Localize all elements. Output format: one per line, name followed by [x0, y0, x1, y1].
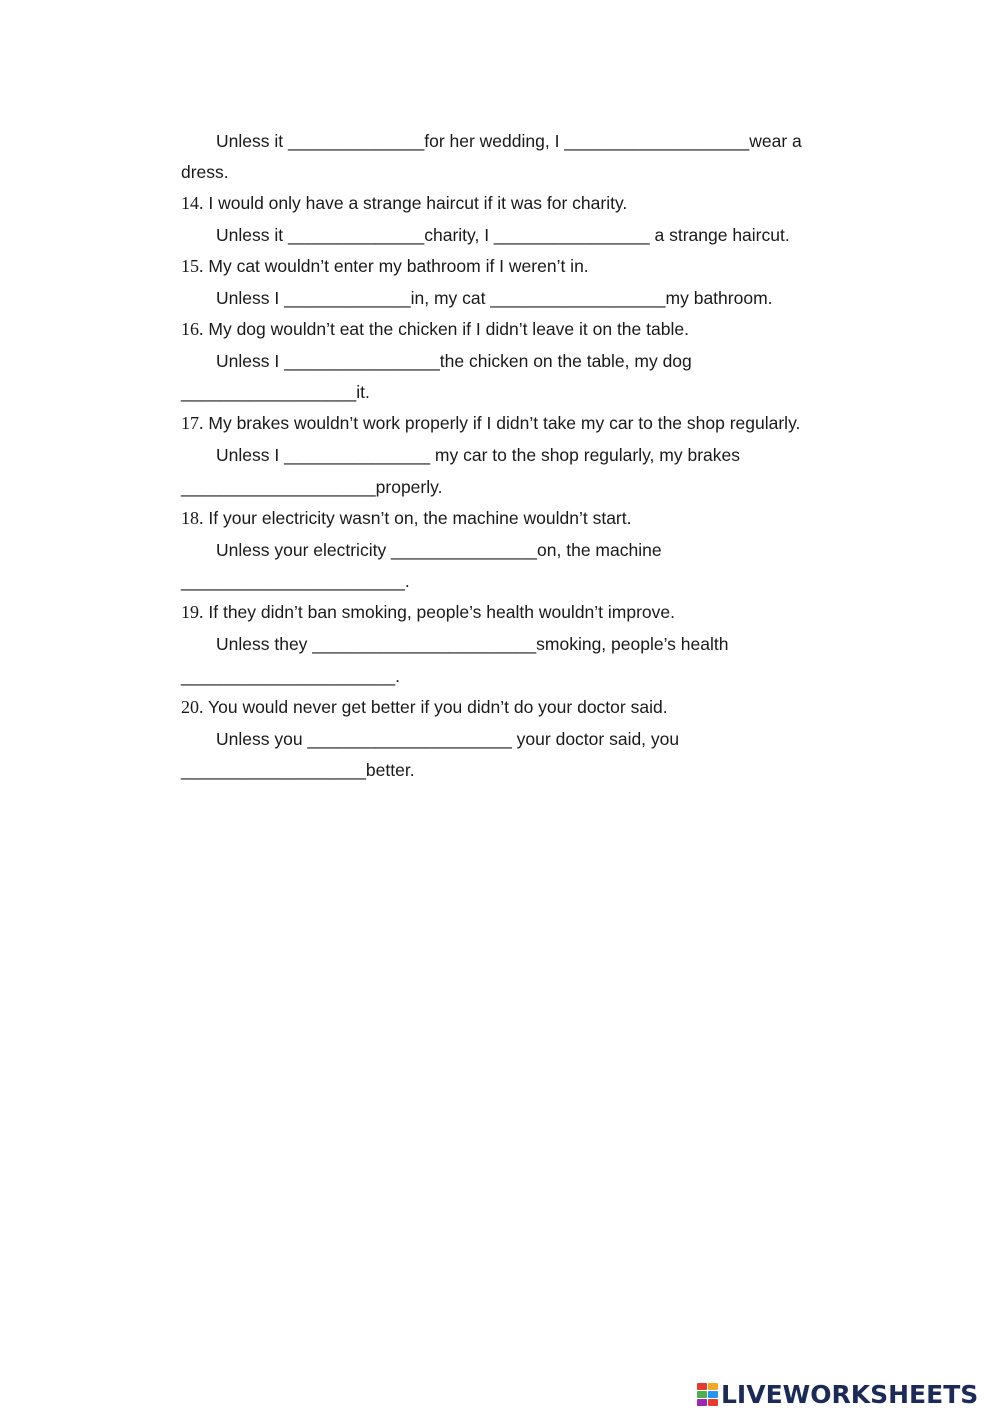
question-17	[181, 412, 800, 434]
question-18	[181, 507, 631, 529]
question-text: If they didn’t ban smoking, people’s health wouldn’t improve.	[208, 602, 675, 622]
logo-block	[697, 1399, 707, 1406]
question-text: My brakes wouldn’t work properly if I didn’t take my car to the shop regularly.	[208, 413, 801, 433]
logo-block	[708, 1399, 718, 1406]
question-text: My dog wouldn’t eat the chicken if I didn’t leave it on the table.	[208, 319, 689, 339]
question-number: 14.	[181, 193, 204, 213]
answer-line-15: Unless I _____________in, my cat __________________my bathroom.	[216, 288, 773, 308]
question-number: 20.	[181, 697, 204, 717]
answer-line-14: Unless it ______________charity, I ________________ a strange haircut.	[216, 225, 790, 245]
answer-line-20-cont: ___________________better.	[181, 760, 415, 780]
question-text: If your electricity wasn’t on, the machine wouldn’t start.	[208, 508, 632, 528]
logo-block	[697, 1383, 707, 1390]
question-20	[181, 696, 668, 718]
answer-line-19-cont: ______________________.	[181, 666, 400, 686]
question-number: 16.	[181, 319, 204, 339]
logo-blocks-icon	[697, 1383, 719, 1407]
logo-block	[697, 1391, 707, 1398]
question-text: I would only have a strange haircut if it was for charity.	[208, 193, 628, 213]
question-number: 15.	[181, 256, 204, 276]
logo-block	[708, 1391, 718, 1398]
answer-line-20: Unless you _____________________ your doctor said, you	[216, 729, 680, 749]
answer-line-17-cont: ____________________properly.	[181, 477, 443, 497]
answer-line-17: Unless I _______________ my car to the shop regularly, my brakes	[216, 445, 741, 465]
question-number: 19.	[181, 602, 204, 622]
answer-line-18-cont: _______________________.	[181, 571, 410, 591]
answer-line-13-cont: dress.	[181, 162, 229, 182]
liveworksheets-logo[interactable]	[697, 1381, 978, 1409]
question-16	[181, 318, 689, 340]
answer-line-16: Unless I ________________the chicken on the table, my dog	[216, 351, 692, 371]
question-text: My cat wouldn’t enter my bathroom if I weren’t in.	[208, 256, 589, 276]
question-14	[181, 192, 627, 214]
answer-line-13: Unless it ______________for her wedding, I ___________________wear a	[216, 131, 802, 151]
question-text: You would never get better if you didn’t do your doctor said.	[208, 697, 668, 717]
question-number: 18.	[181, 508, 204, 528]
logo-text: LIVEWORKSHEETS	[721, 1380, 979, 1409]
question-19	[181, 601, 675, 623]
question-number: 17.	[181, 413, 204, 433]
question-15	[181, 255, 589, 277]
answer-line-18: Unless your electricity _______________on, the machine	[216, 540, 662, 560]
answer-line-16-cont: __________________it.	[181, 382, 370, 402]
answer-line-19: Unless they _______________________smoking, people’s health	[216, 634, 729, 654]
logo-block	[708, 1383, 718, 1390]
